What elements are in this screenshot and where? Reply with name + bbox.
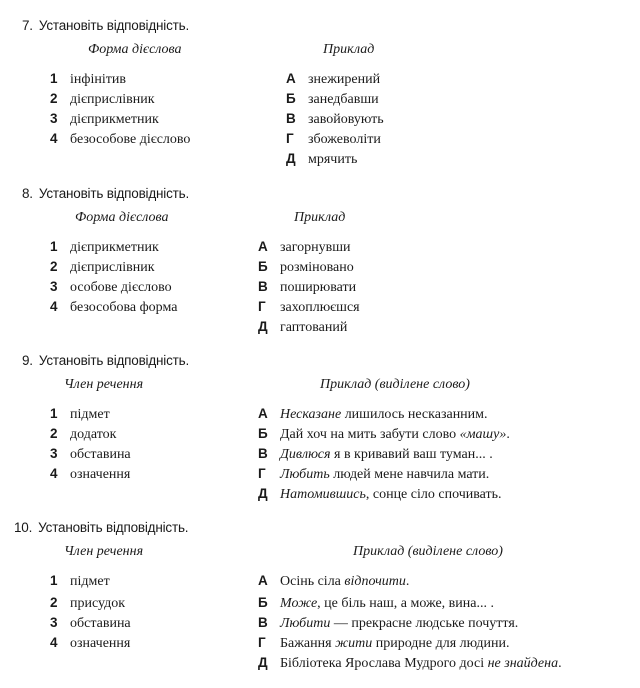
left-item xyxy=(50,277,172,297)
item-key: В xyxy=(258,615,268,630)
left-item xyxy=(50,593,125,613)
item-text: обставина xyxy=(70,616,131,631)
task-instruction: Установіть відповідність. xyxy=(38,353,190,368)
item-text: занедбавши xyxy=(308,92,379,107)
task-number: 9. xyxy=(22,353,33,368)
right-item xyxy=(258,633,510,653)
item-key: Д xyxy=(258,655,268,670)
left-item xyxy=(50,297,177,317)
left-item xyxy=(50,444,131,464)
item-key: Д xyxy=(258,319,268,334)
item-text: Любити — прекрасне людське почуття. xyxy=(280,616,519,631)
item-text: Несказане лишилось несказанним. xyxy=(280,407,488,422)
right-item xyxy=(258,571,409,591)
item-key: Б xyxy=(258,259,268,274)
right-item xyxy=(258,653,562,673)
item-text: Бажання жити природне для людини. xyxy=(280,636,510,651)
right-item xyxy=(258,317,347,337)
task-number: 10. xyxy=(14,520,33,535)
right-item xyxy=(258,464,489,484)
task-8 xyxy=(0,186,640,354)
left-item xyxy=(50,237,159,257)
item-key: 2 xyxy=(50,259,58,274)
item-text: Натомившись, сонце сіло спочивать. xyxy=(280,487,502,502)
item-key: 3 xyxy=(50,446,58,461)
task-7 xyxy=(0,18,640,186)
item-text: безособове дієслово xyxy=(70,132,191,147)
left-item xyxy=(50,129,190,149)
item-text: поширювати xyxy=(280,280,357,295)
item-key: 3 xyxy=(50,615,58,630)
item-key: В xyxy=(286,111,296,126)
right-item xyxy=(286,129,381,149)
right-item xyxy=(258,593,494,613)
task-title xyxy=(22,186,189,201)
left-item xyxy=(50,613,131,633)
task-number: 7. xyxy=(22,18,33,33)
item-key: Д xyxy=(258,486,268,501)
item-key: В xyxy=(258,446,268,461)
item-key: 1 xyxy=(50,71,58,86)
item-text: Може, це біль наш, а може, вина... . xyxy=(280,596,494,611)
item-key: А xyxy=(258,573,268,588)
item-key: 4 xyxy=(50,299,58,314)
item-key: 1 xyxy=(50,573,58,588)
item-key: Г xyxy=(286,131,294,146)
right-item xyxy=(258,444,493,464)
task-instruction: Установіть відповідність. xyxy=(38,186,190,201)
item-text: присудок xyxy=(70,596,126,611)
right-column-header: Приклад (виділене слово) xyxy=(320,377,470,392)
item-text: мрячить xyxy=(308,152,358,167)
right-item xyxy=(258,297,360,317)
right-item xyxy=(258,613,518,633)
item-key: Б xyxy=(258,595,268,610)
left-item xyxy=(50,633,130,653)
item-text: підмет xyxy=(70,407,110,422)
right-item xyxy=(286,149,357,169)
item-key: 2 xyxy=(50,91,58,106)
right-item xyxy=(258,484,502,504)
item-text: особове дієслово xyxy=(70,280,172,295)
item-key: Г xyxy=(258,299,266,314)
right-item xyxy=(258,424,510,444)
item-key: Г xyxy=(258,635,266,650)
task-instruction: Установіть відповідність. xyxy=(38,520,189,535)
item-text: підмет xyxy=(70,574,110,589)
task-instruction: Установіть відповідність. xyxy=(38,18,190,33)
right-item xyxy=(258,404,488,424)
left-item xyxy=(50,404,110,424)
item-text: знежирений xyxy=(308,72,381,87)
item-key: А xyxy=(258,239,268,254)
item-key: 4 xyxy=(50,635,58,650)
right-item xyxy=(258,277,356,297)
left-item xyxy=(50,257,155,277)
item-text: розміновано xyxy=(280,260,354,275)
item-text: додаток xyxy=(70,427,117,442)
item-text: завойовують xyxy=(308,112,384,127)
item-key: В xyxy=(258,279,268,294)
item-key: 3 xyxy=(50,279,58,294)
item-text: дієприкметник xyxy=(70,112,159,127)
task-title xyxy=(22,353,189,368)
item-key: 2 xyxy=(50,426,58,441)
left-column-header: Форма дієслова xyxy=(75,210,169,225)
item-key: А xyxy=(286,71,296,86)
item-key: Б xyxy=(258,426,268,441)
item-text: загорнувши xyxy=(280,240,351,255)
item-key: 1 xyxy=(50,406,58,421)
item-text: Дай хоч на мить забути слово «машу». xyxy=(280,427,510,442)
item-key: 2 xyxy=(50,595,58,610)
item-text: дієприслівник xyxy=(70,92,155,107)
item-text: дієприслівник xyxy=(70,260,155,275)
item-text: збожеволіти xyxy=(308,132,381,147)
item-key: 1 xyxy=(50,239,58,254)
left-column-header: Форма дієслова xyxy=(88,42,182,57)
item-key: А xyxy=(258,406,268,421)
task-10 xyxy=(0,520,640,688)
item-key: 4 xyxy=(50,466,58,481)
item-text: інфінітив xyxy=(70,72,126,87)
item-text: гаптований xyxy=(280,320,348,335)
task-title xyxy=(14,520,188,535)
item-text: дієприкметник xyxy=(70,240,159,255)
task-title xyxy=(22,18,189,33)
item-text: означення xyxy=(70,467,131,482)
left-item xyxy=(50,109,159,129)
item-key: Г xyxy=(258,466,266,481)
item-text: обставина xyxy=(70,447,131,462)
task-9 xyxy=(0,353,640,521)
right-column-header: Приклад (виділене слово) xyxy=(353,544,503,559)
item-key: Б xyxy=(286,91,296,106)
item-text: означення xyxy=(70,636,131,651)
right-item xyxy=(258,257,354,277)
left-item xyxy=(50,424,116,444)
item-text: Осінь сіла відпочити. xyxy=(280,574,410,589)
task-number: 8. xyxy=(22,186,33,201)
item-text: безособова форма xyxy=(70,300,178,315)
left-column-header: Член речення xyxy=(64,377,144,392)
item-text: Дивлюся я в кривавий ваш туман... . xyxy=(280,447,493,462)
right-item xyxy=(286,109,384,129)
right-item xyxy=(286,89,379,109)
item-key: 3 xyxy=(50,111,58,126)
item-key: 4 xyxy=(50,131,58,146)
left-item xyxy=(50,69,126,89)
left-item xyxy=(50,89,155,109)
item-key: Д xyxy=(286,151,296,166)
left-item xyxy=(50,464,130,484)
right-column-header: Приклад xyxy=(294,210,346,225)
right-item xyxy=(258,237,351,257)
item-text: Бібліотека Ярослава Мудрого досі не знайдена. xyxy=(280,656,562,671)
item-text: захоплюєшся xyxy=(280,300,360,315)
item-text: Любить людей мене навчила мати. xyxy=(280,467,490,482)
left-column-header: Член речення xyxy=(64,544,144,559)
left-item xyxy=(50,571,110,591)
right-item xyxy=(286,69,380,89)
right-column-header: Приклад xyxy=(323,42,375,57)
